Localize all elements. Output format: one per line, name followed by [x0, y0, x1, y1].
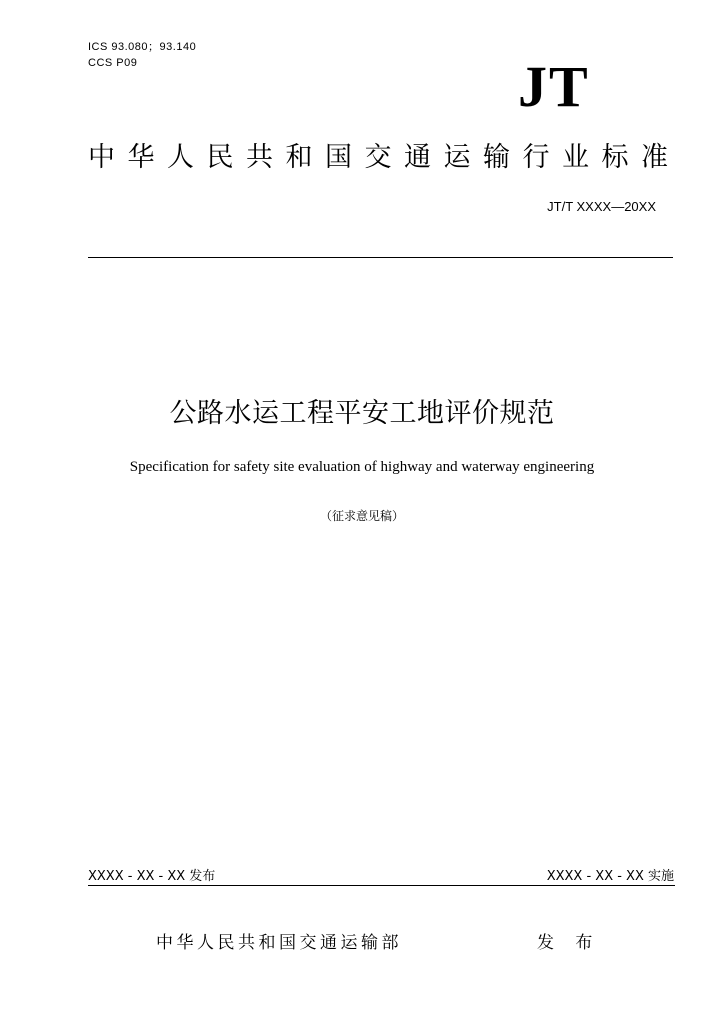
- release-date: XXXX - XX - XX 发布: [88, 869, 216, 884]
- jt-logo: JT: [518, 54, 590, 119]
- issue-label: 发 布: [537, 933, 601, 953]
- header-divider: [88, 257, 673, 258]
- draft-status-label: （征求意见稿）: [319, 509, 404, 523]
- issuing-authority: 中华人民共和国交通运输部: [156, 933, 402, 953]
- ccs-code: CCS P09: [88, 57, 138, 69]
- footer-divider: [88, 885, 675, 886]
- document-title-english: Specification for safety site evaluation of highway and waterway engineering: [129, 459, 595, 475]
- standard-category-title: 中华人民共和国交通运输行业标准: [88, 142, 681, 173]
- standard-number: JT/T XXXX—20XX: [547, 199, 656, 214]
- effective-date: XXXX - XX - XX 实施: [546, 869, 674, 884]
- ics-code: ICS 93.080；93.140: [88, 41, 197, 53]
- document-title: 公路水运工程平安工地评价规范: [169, 398, 555, 429]
